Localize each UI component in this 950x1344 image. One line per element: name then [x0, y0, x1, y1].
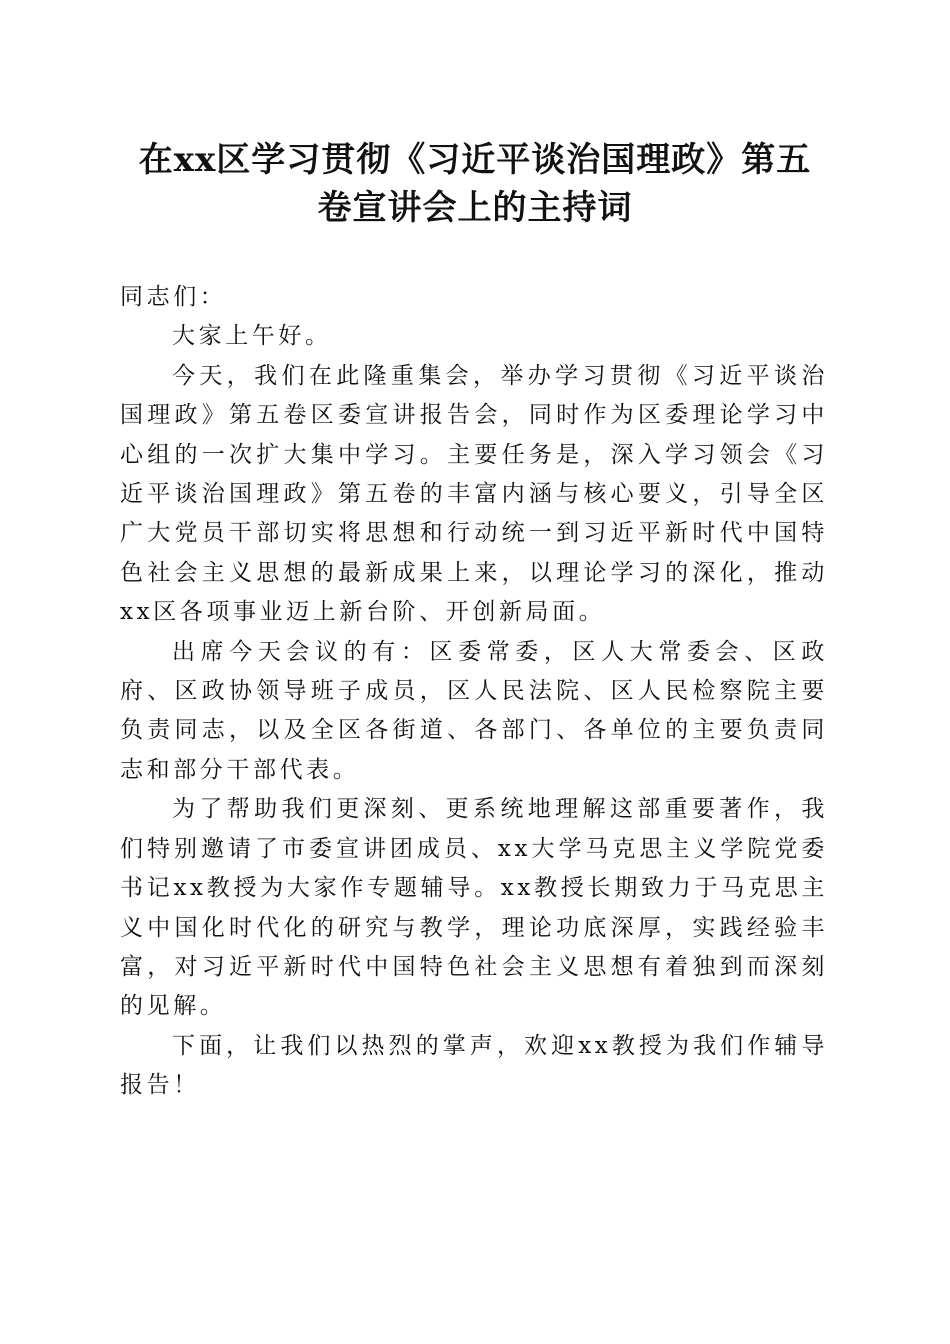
salutation: 同志们： [120, 284, 227, 310]
document-body [120, 278, 828, 1106]
paragraph-attendees: 出席今天会议的有：区委常委，区人大常委会、区政府、区政协领导班子成员，区人民法院、区人民检察院主要负责同志，以及全区各街道、各部门、各单位的主要负责同志和部分干部代表。 [120, 638, 828, 783]
paragraph-welcome: 下面，让我们以热烈的掌声，欢迎xx教授为我们作辅导报告！ [120, 1032, 828, 1099]
paragraph-greeting: 大家上午好。 [172, 323, 332, 350]
document-title [100, 136, 850, 232]
title-line-1: 在xx区学习贯彻《习近平谈治国理政》第五 [138, 140, 812, 180]
paragraph-purpose: 今天，我们在此隆重集会，举办学习贯彻《习近平谈治国理政》第五卷区委宣讲报告会，同时作为区委理论学习中心组的一次扩大集中学习。主要任务是，深入学习领会《习近平谈治国理政》第五卷的丰富内涵与核心要义，引导全区广大党员干部切实将思想和行动统一到习近平新时代中国特色社会主义思想的最新成果上来，以理论学习的深化，推动xx区各项事业迈上新台阶、开创新局面。 [120, 362, 828, 626]
title-line-2: 卷宣讲会上的主持词 [317, 188, 633, 228]
paragraph-speaker-intro: 为了帮助我们更深刻、更系统地理解这部重要著作，我们特别邀请了市委宣讲团成员、xx大学马克思主义学院党委书记xx教授为大家作专题辅导。xx教授长期致力于马克思主义中国化时代化的研究与教学，理论功底深厚，实践经验丰富，对习近平新时代中国特色社会主义思想有着独到而深刻的见解。 [120, 796, 828, 1020]
